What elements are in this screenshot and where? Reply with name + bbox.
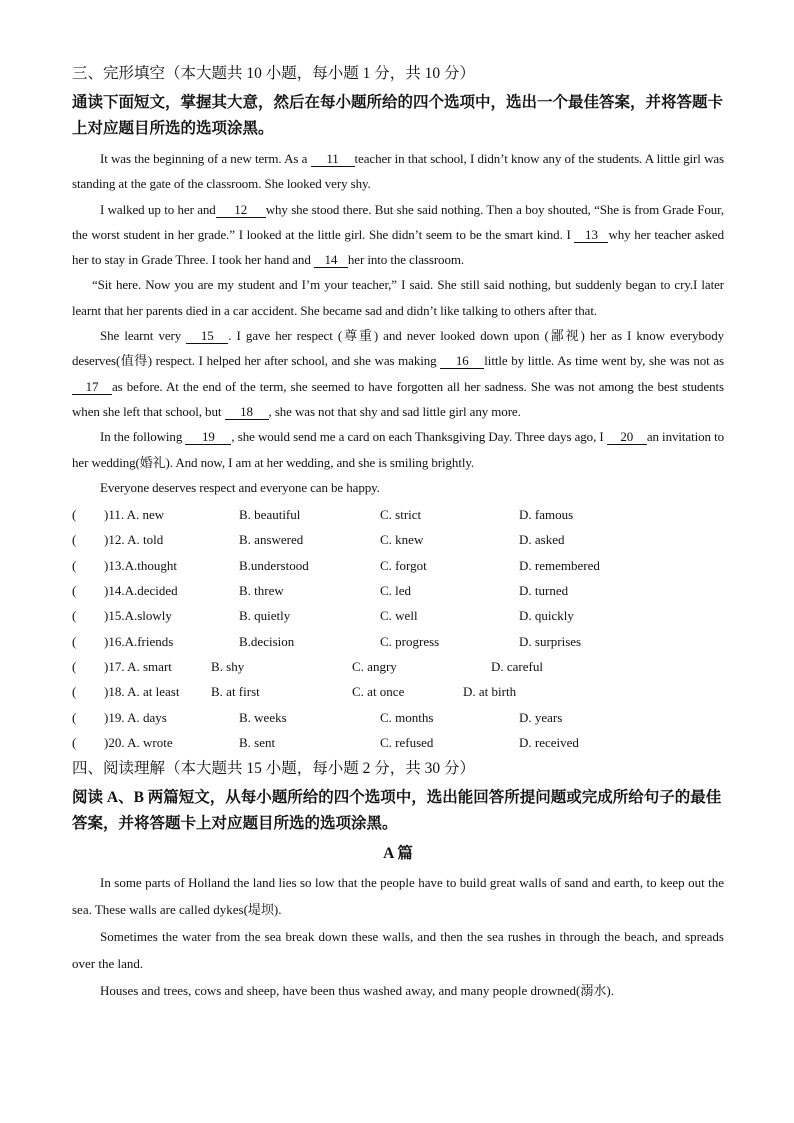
option-a: )17. A. smart xyxy=(104,658,172,674)
option-b: B.decision xyxy=(239,633,295,649)
cloze-paragraph-6: Everyone deserves respect and everyone can be happy. xyxy=(100,479,380,495)
answer-paren: ( xyxy=(72,532,77,548)
option-row-12 xyxy=(72,527,724,552)
cloze-paragraph-4 xyxy=(72,323,724,424)
option-c: C. progress xyxy=(380,633,440,649)
option-a: )13.A.thought xyxy=(104,557,177,573)
option-row-19 xyxy=(72,705,724,730)
blank-16: 16 xyxy=(440,354,484,369)
option-c: C. forgot xyxy=(380,557,427,573)
option-a: )18. A. at least xyxy=(104,684,180,700)
text: In the following xyxy=(100,429,186,445)
answer-paren: ( xyxy=(72,507,77,523)
option-d: D. years xyxy=(519,709,563,725)
option-a: )16.A.friends xyxy=(104,633,174,649)
option-c: C. months xyxy=(380,709,434,725)
option-row-20 xyxy=(72,730,724,755)
blank-12: 12 xyxy=(216,203,266,218)
blank-18: 18 xyxy=(225,405,269,420)
option-d: D. turned xyxy=(519,583,569,599)
option-b: B.understood xyxy=(239,557,309,573)
option-b: B. weeks xyxy=(239,709,287,725)
text: as before. At the end of the term, she seemed to have forgotten all her sadness. She was not among the best students when she left that school, but xyxy=(72,378,724,419)
option-b: B. sent xyxy=(239,734,276,750)
option-b: B. answered xyxy=(239,532,304,548)
option-row-16 xyxy=(72,629,724,654)
option-d: D. surprises xyxy=(519,633,582,649)
option-row-11 xyxy=(72,502,724,527)
option-c: C. angry xyxy=(352,658,397,674)
answer-paren: ( xyxy=(72,684,77,700)
blank-15: 15 xyxy=(186,329,228,344)
text: . I gave her respect (尊重) and never looked down upon (鄙视) her as I know everybody deserves(值得) respect. I helped her after school, and she was making xyxy=(72,328,724,369)
option-b: B. at first xyxy=(211,684,260,700)
option-b: B. shy xyxy=(211,658,245,674)
blank-14: 14 xyxy=(314,253,348,268)
option-a: )14.A.decided xyxy=(104,583,178,599)
blank-17: 17 xyxy=(72,380,112,395)
option-b: B. beautiful xyxy=(239,507,301,523)
text: She learnt very xyxy=(100,328,187,344)
option-row-14 xyxy=(72,578,724,603)
section-4-instruction: 阅读 A、B 两篇短文，从每小题所给的四个选项中，选出能回答所提问题或完成所给句子的最佳答案，并将答题卡上对应题目所选的选项涂黑。 xyxy=(72,789,722,833)
text: an invitation to her wedding(婚礼). And now, I am at her wedding, and she is smiling brightly. xyxy=(72,429,724,470)
text: why her teacher asked her to stay in Grade Three. I took her hand and xyxy=(72,226,724,268)
answer-paren: ( xyxy=(72,633,77,649)
option-row-17 xyxy=(72,654,724,679)
passage-a-title: A 篇 xyxy=(383,845,413,863)
option-d: D. famous xyxy=(519,507,574,523)
option-a: )12. A. told xyxy=(104,532,164,548)
text: why she stood there. But she said nothing. Then a boy shouted, “She is from Grade Four, the worst student in her grade.” I looked at the little girl. She didn’t seem to be the smart kind. I xyxy=(72,201,724,242)
answer-paren: ( xyxy=(72,658,77,674)
section-3-instruction: 通读下面短文，掌握其大意，然后在每小题所给的四个选项中，选出一个最佳答案，并将答题卡上对应题目所选的选项涂黑。 xyxy=(72,94,724,137)
option-c: C. knew xyxy=(380,532,424,548)
answer-paren: ( xyxy=(72,734,77,750)
option-d: D. remembered xyxy=(519,557,600,573)
option-c: C. led xyxy=(380,583,412,599)
option-row-15 xyxy=(72,603,724,628)
option-row-18 xyxy=(72,679,724,704)
answer-paren: ( xyxy=(72,583,77,599)
option-c: C. at once xyxy=(352,684,405,700)
options-list xyxy=(72,502,724,755)
option-b: B. threw xyxy=(239,583,284,599)
text: , she was not that shy and sad little girl any more. xyxy=(268,403,521,419)
option-d: D. at birth xyxy=(463,684,517,700)
text: I walked up to her and xyxy=(100,201,216,217)
option-c: C. strict xyxy=(380,507,422,523)
option-row-13 xyxy=(72,553,724,578)
option-d: D. quickly xyxy=(519,608,574,624)
passage-a-paragraph-3: Houses and trees, cows and sheep, have been thus washed away, and many people drowned(溺水). xyxy=(100,983,614,999)
option-a: )11. A. new xyxy=(104,507,165,523)
option-c: C. refused xyxy=(380,734,434,750)
document-page xyxy=(72,60,724,1004)
text: little by little. As time went by, she was not as xyxy=(484,353,724,369)
section-4-title: 四、阅读理解（本大题共 15 小题，每小题 2 分，共 30 分） xyxy=(72,760,476,778)
option-c: C. well xyxy=(380,608,418,624)
cloze-paragraph-5 xyxy=(72,424,724,475)
cloze-paragraph-1 xyxy=(72,146,724,197)
answer-paren: ( xyxy=(72,608,77,624)
passage-a-paragraph-1: In some parts of Holland the land lies so low that the people have to build great walls of sand and earth, to keep out the sea. These walls are called dykes(堤坝). xyxy=(72,875,724,918)
option-d: D. careful xyxy=(491,658,543,674)
option-a: )15.A.slowly xyxy=(104,608,172,624)
text: It was the beginning of a new term. As a xyxy=(100,151,311,166)
cloze-paragraph-3: “Sit here. Now you are my student and I’m your teacher,” I said. She still said nothing, but suddenly began to cry.I later learnt that her parents died in a car accident. She became sad and didn’t like talking to others after that. xyxy=(72,277,724,318)
text: her into the classroom. xyxy=(347,252,465,268)
option-a: )20. A. wrote xyxy=(104,734,173,750)
passage-a-paragraph-2: Sometimes the water from the sea break down these walls, and then the sea rushes in through the beach, and spreads over the land. xyxy=(72,929,724,972)
blank-19: 19 xyxy=(185,430,231,445)
answer-paren: ( xyxy=(72,557,77,573)
option-a: )19. A. days xyxy=(104,709,167,725)
blank-11: 11 xyxy=(311,152,355,167)
answer-paren: ( xyxy=(72,709,77,725)
blank-20: 20 xyxy=(607,430,647,445)
option-d: D. received xyxy=(519,734,579,750)
text: , she would send me a card on each Thanksgiving Day. Three days ago, I xyxy=(231,429,607,445)
cloze-paragraph-2 xyxy=(72,197,724,273)
option-d: D. asked xyxy=(519,532,565,548)
section-3-title: 三、完形填空（本大题共 10 小题，每小题 1 分，共 10 分） xyxy=(72,65,476,82)
blank-13: 13 xyxy=(574,228,608,243)
option-b: B. quietly xyxy=(239,608,291,624)
text: teacher in that school, I didn’t know any of the students. A little girl was standing at the gate of the classroom. She looked very shy. xyxy=(72,151,724,192)
